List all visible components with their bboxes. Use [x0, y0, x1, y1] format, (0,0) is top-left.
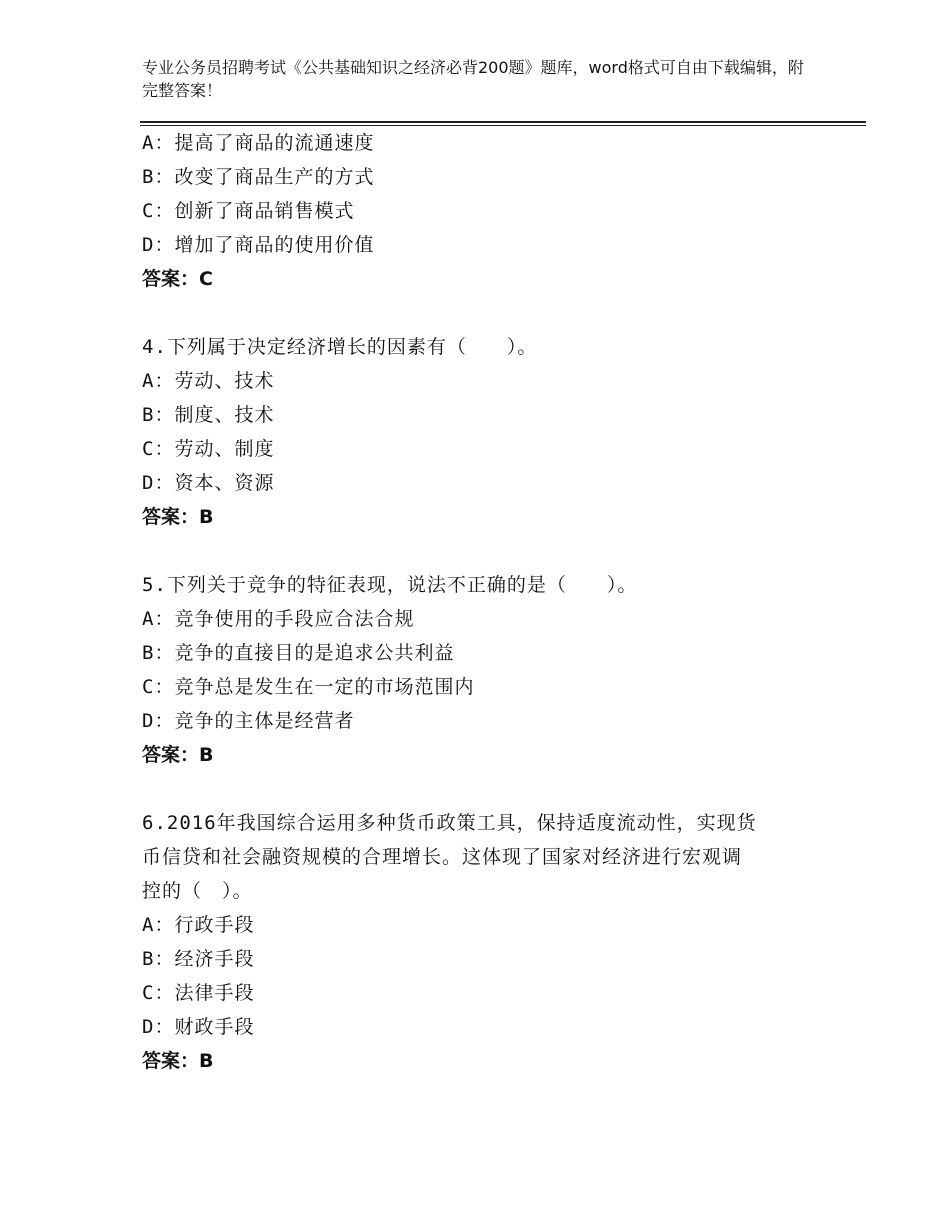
option-d: D：财政手段 — [142, 1016, 255, 1038]
header-rule-thick — [140, 121, 866, 123]
spacer — [142, 296, 842, 330]
option-c: C：竞争总是发生在一定的市场范围内 — [142, 676, 475, 698]
option-a: A：竞争使用的手段应合法合规 — [142, 608, 415, 630]
answer: 答案：B — [142, 506, 214, 528]
answer: 答案：B — [142, 1050, 214, 1072]
option-d: D：增加了商品的使用价值 — [142, 234, 375, 256]
question-stem-line-3: 控的（ ）。 — [142, 880, 253, 902]
option-d: D：竞争的主体是经营者 — [142, 710, 355, 732]
question-stem-line-1: 6.2016年我国综合运用多种货币政策工具，保持适度流动性，实现货 — [142, 812, 757, 834]
question-stem: 5.下列关于竞争的特征表现，说法不正确的是（ ）。 — [142, 574, 638, 596]
question-stem: 4.下列属于决定经济增长的因素有（ ）。 — [142, 336, 538, 358]
question-stem-line-2: 币信贷和社会融资规模的合理增长。这体现了国家对经济进行宏观调 — [142, 846, 743, 868]
option-a: A：提高了商品的流通速度 — [142, 132, 375, 154]
option-b: B：竞争的直接目的是追求公共利益 — [142, 642, 455, 664]
option-b: B：制度、技术 — [142, 404, 275, 426]
question-list — [142, 126, 842, 1078]
option-c: C：创新了商品销售模式 — [142, 200, 355, 222]
option-a: A：劳动、技术 — [142, 370, 275, 392]
question-4 — [142, 330, 842, 534]
answer: 答案：B — [142, 744, 214, 766]
option-a: A：行政手段 — [142, 914, 255, 936]
option-c: C：法律手段 — [142, 982, 255, 1004]
answer: 答案：C — [142, 268, 213, 290]
option-d: D：资本、资源 — [142, 472, 275, 494]
question-5 — [142, 568, 842, 772]
question-3 — [142, 126, 842, 296]
option-c: C：劳动、制度 — [142, 438, 275, 460]
option-b: B：改变了商品生产的方式 — [142, 166, 375, 188]
question-6 — [142, 806, 842, 1078]
page-header: 专业公务员招聘考试《公共基础知识之经济必背200题》题库，word格式可自由下载编辑，附完整答案！ — [142, 58, 804, 100]
spacer — [142, 534, 842, 568]
option-b: B：经济手段 — [142, 948, 255, 970]
spacer — [142, 772, 842, 806]
